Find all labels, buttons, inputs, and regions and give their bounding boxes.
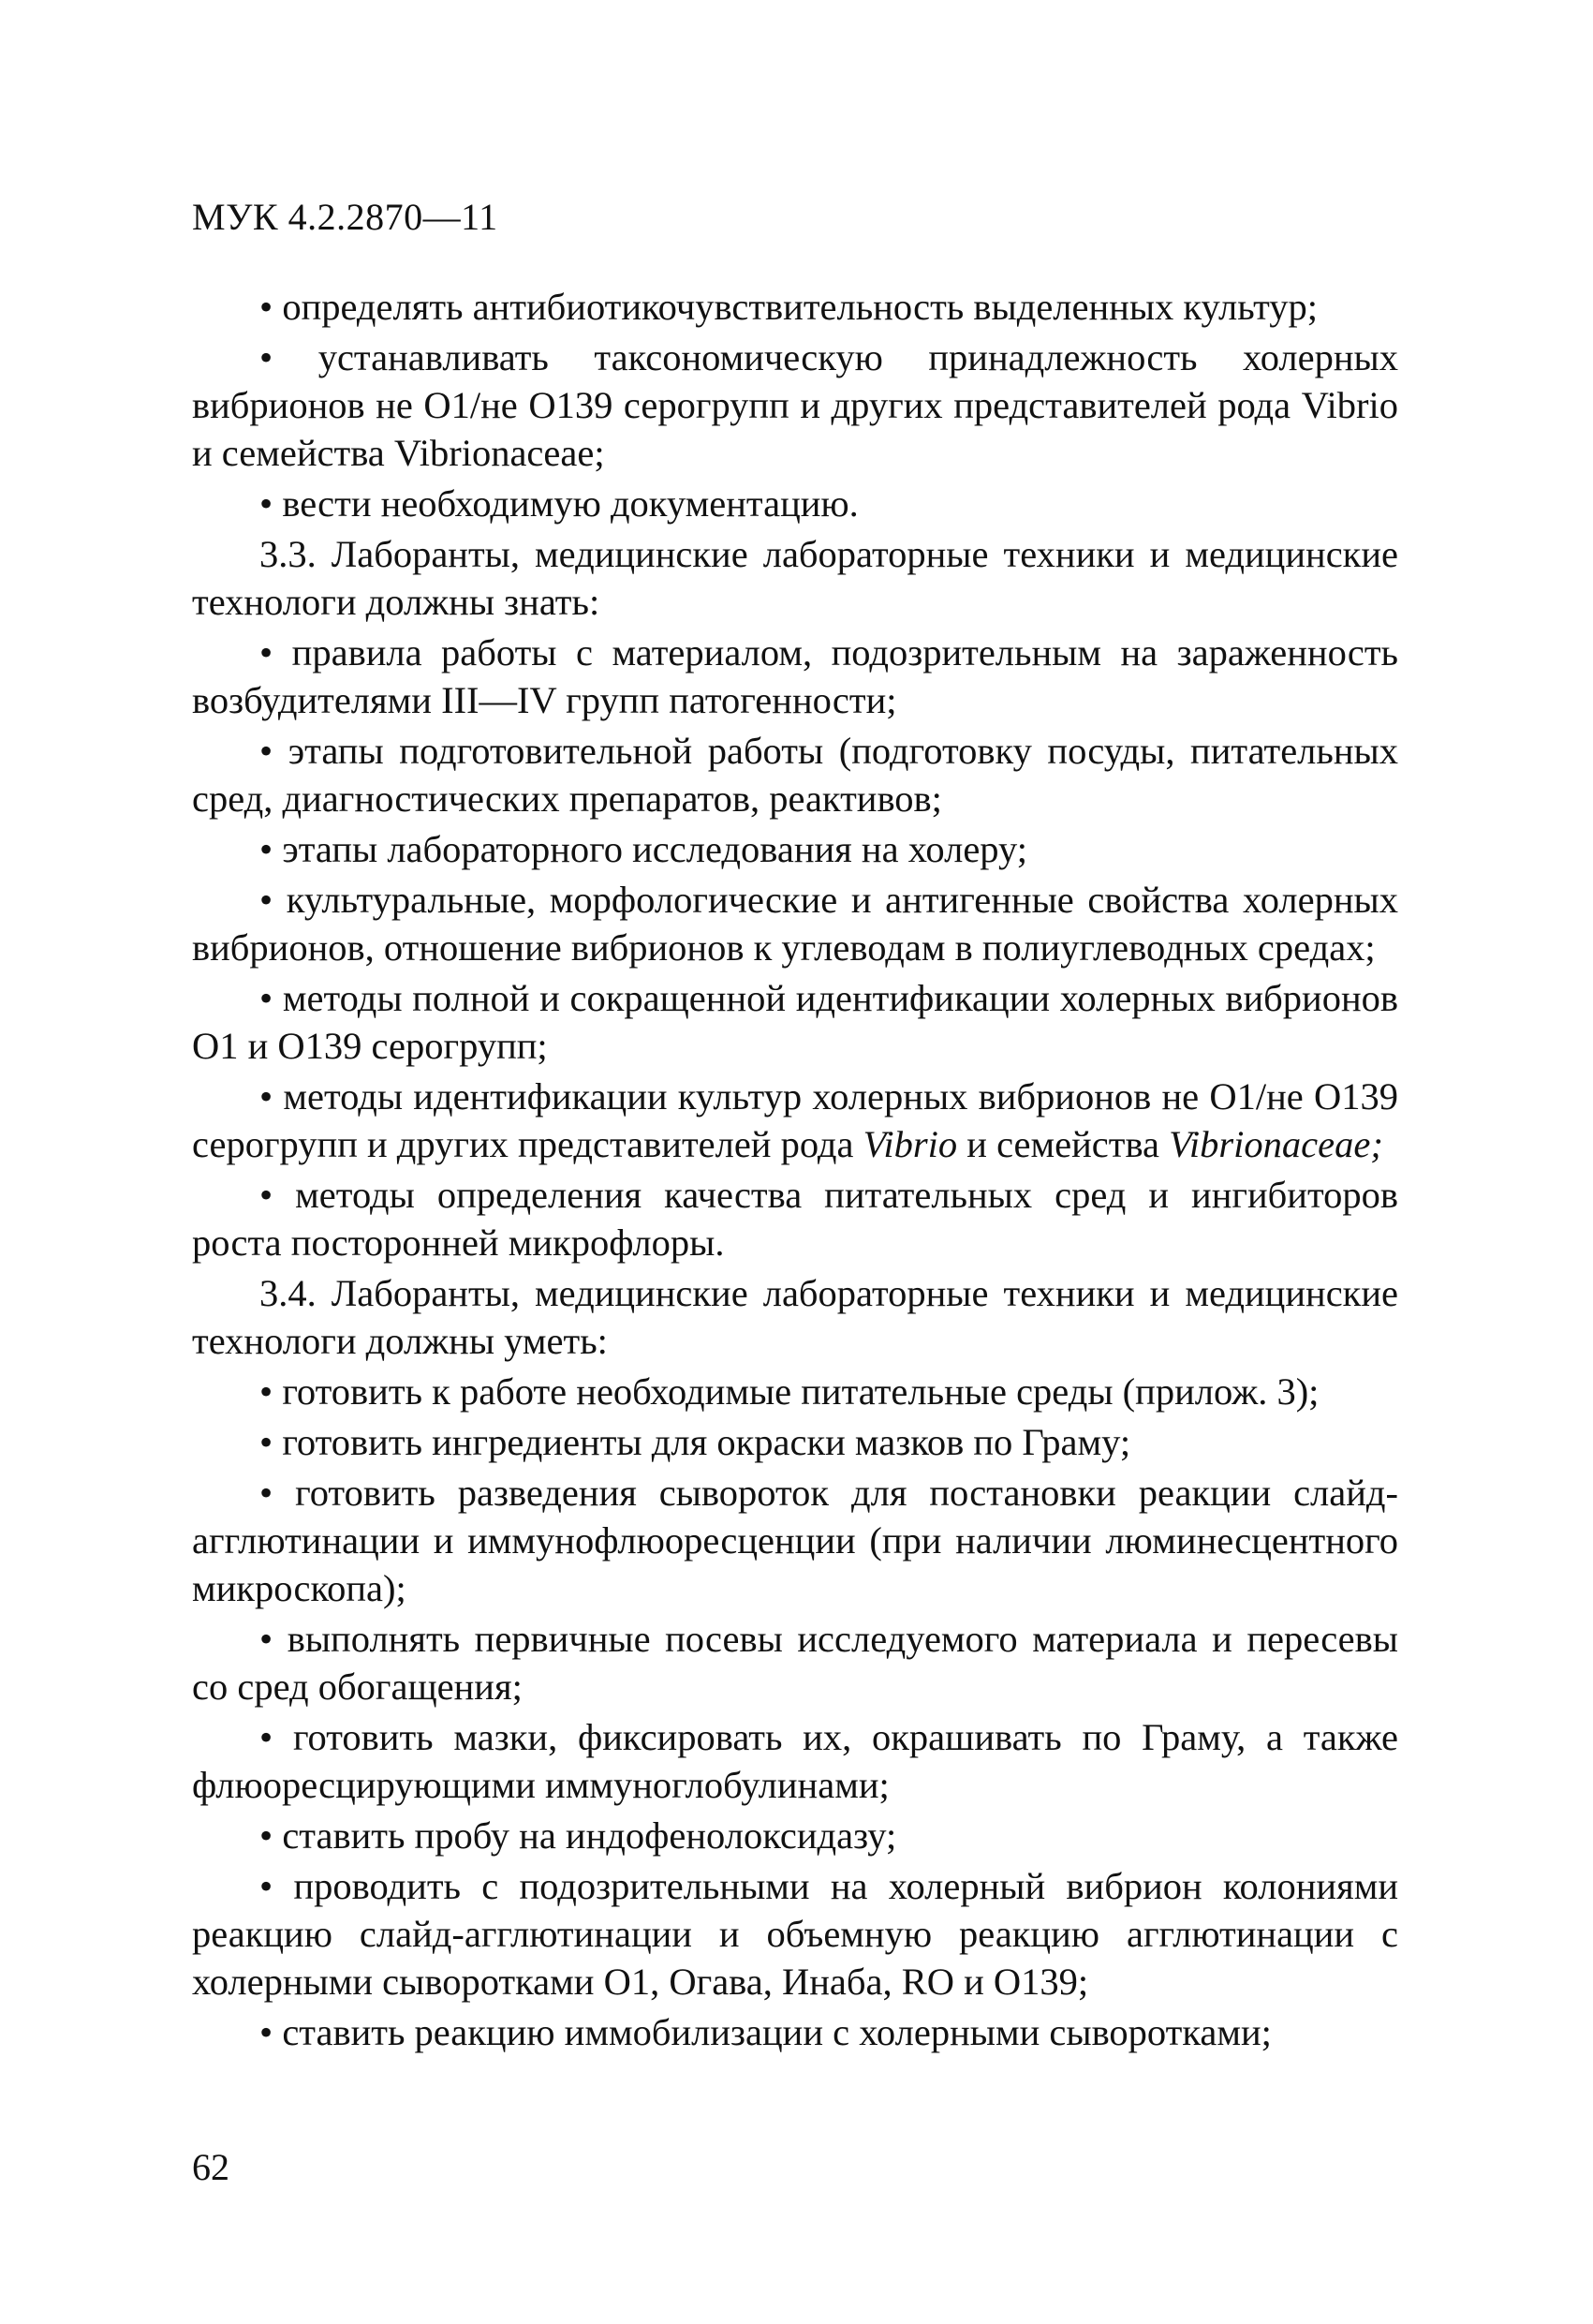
section-3-3: 3.3. Лаборанты, медицинские лабораторные техники и медицинские технологи должны знать: <box>192 533 1398 623</box>
genus-name: Vibrio <box>863 1123 958 1165</box>
list-item-text: методы идентификации культур холерных вибрионов не О1/не О139 серогрупп и других представителей рода <box>192 1075 1398 1165</box>
list-item: • методы определения качества питательных сред и ингибиторов роста посторонней микрофлоры. <box>192 1171 1398 1266</box>
document-body <box>192 283 1398 2059</box>
document-code: МУК 4.2.2870—11 <box>192 196 498 238</box>
list-item: • методы полной и сокращенной идентификации холерных вибрионов О1 и О139 серогрупп; <box>192 974 1398 1070</box>
list-item <box>192 1073 1398 1168</box>
list-item: • готовить разведения сывороток для постановки реакции слайд-агглютинации и иммунофлюоресценции (при наличии люминесцентного микроскопа); <box>192 1469 1398 1612</box>
list-item: • правила работы с материалом, подозрительным на зараженность возбудителями III—IV групп патогенности; <box>192 629 1398 724</box>
list-item: • устанавливать таксономическую принадлежность холерных вибрионов не О1/не О139 серогрупп и других представителей рода Vibrio и семейства Vibrionaceae; <box>192 333 1398 477</box>
list-item: • этапы лабораторного исследования на холеру; <box>192 825 1398 873</box>
list-item: • ставить пробу на индофенолоксидазу; <box>192 1812 1398 1859</box>
list-item: • готовить ингредиенты для окраски мазков по Граму; <box>192 1418 1398 1466</box>
family-name: Vibrionaceae; <box>1169 1123 1383 1165</box>
list-item: • ставить реакцию иммобилизации с холерными сыворотками; <box>192 2008 1398 2056</box>
list-item: • определять антибиотикочувствительность выделенных культур; <box>192 283 1398 331</box>
list-item: • готовить мазки, фиксировать их, окрашивать по Граму, а также флюоресцирующими иммуноглобулинами; <box>192 1713 1398 1809</box>
list-item: • выполнять первичные посевы исследуемого материала и пересевы со сред обогащения; <box>192 1615 1398 1710</box>
list-item-text: и семейства <box>957 1123 1170 1165</box>
list-item: • проводить с подозрительными на холерный вибрион колониями реакцию слайд-агглютинации и объемную реакцию агглютинации с холерными сыворотками О1, Огава, Инаба, RO и О139; <box>192 1862 1398 2006</box>
section-3-4: 3.4. Лаборанты, медицинские лабораторные техники и медицинские технологи должны уметь: <box>192 1272 1398 1362</box>
list-item: • готовить к работе необходимые питательные среды (прилож. 3); <box>192 1368 1398 1415</box>
page-number: 62 <box>192 2146 229 2188</box>
list-item: • культуральные, морфологические и антигенные свойства холерных вибрионов, отношение вибрионов к углеводам в полиуглеводных средах; <box>192 876 1398 971</box>
list-item: • этапы подготовительной работы (подготовку посуды, питательных сред, диагностических препаратов, реактивов; <box>192 727 1398 822</box>
list-item: • вести необходимую документацию. <box>192 480 1398 527</box>
